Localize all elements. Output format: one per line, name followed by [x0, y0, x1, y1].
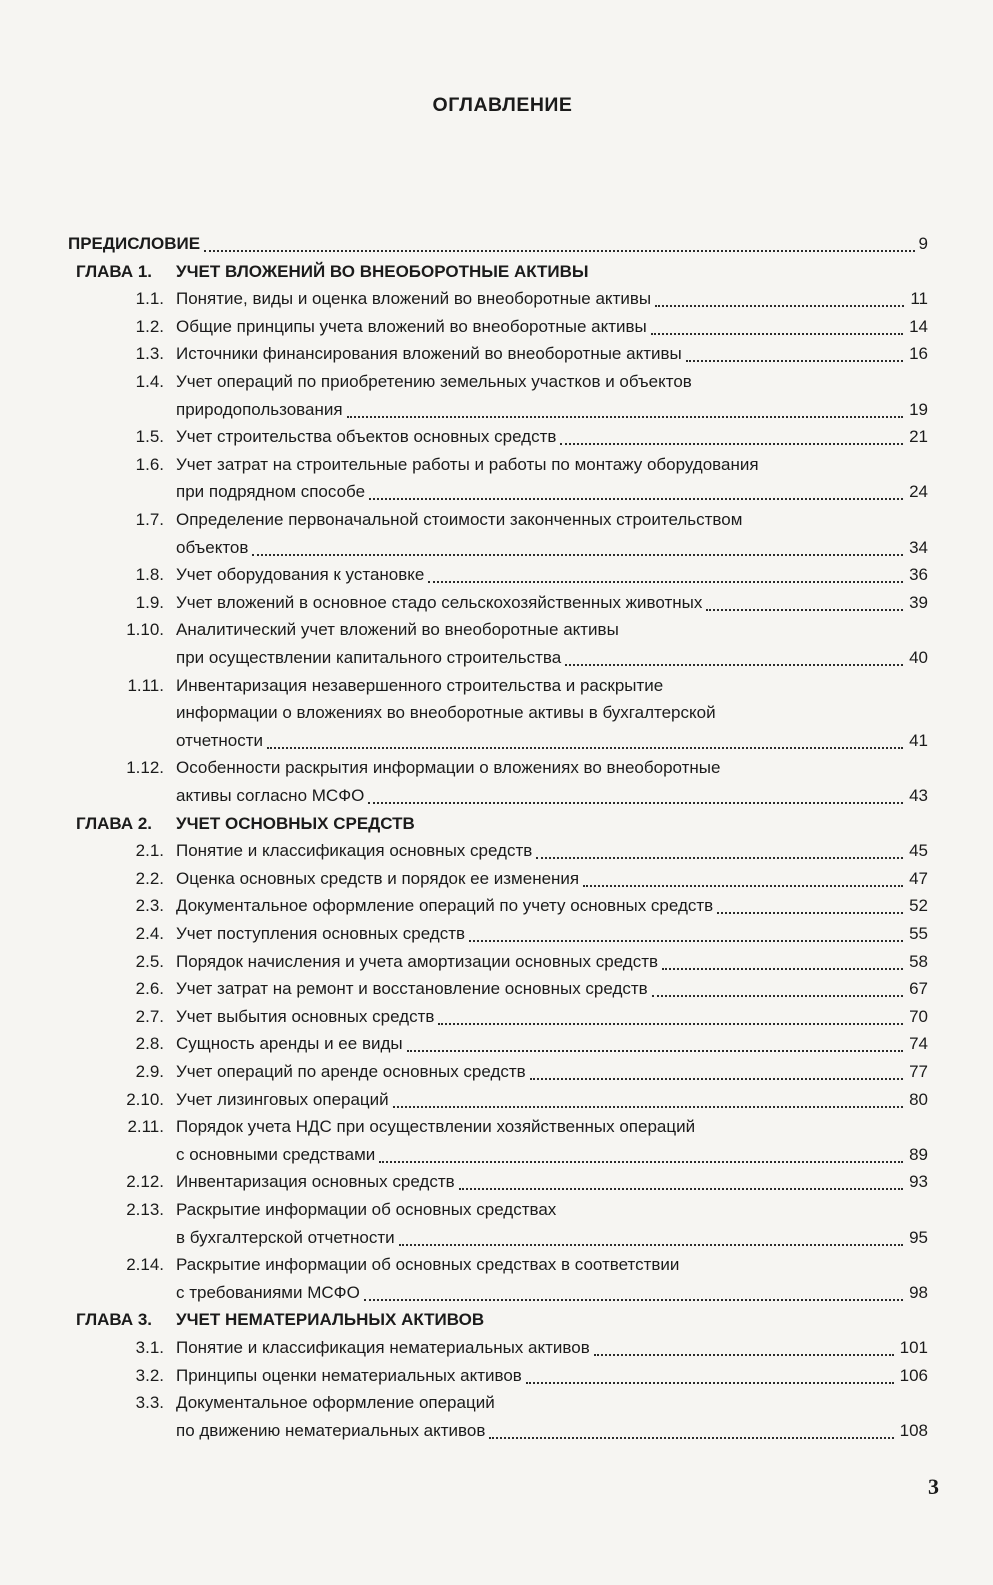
section-title-line: Определение первоначальной стоимости законченных строительством — [176, 510, 743, 529]
section-title-line: Учет вложений в основное стадо сельскохозяйственных животных — [176, 592, 703, 612]
section-title-line: Понятие и классификация основных средств — [176, 841, 533, 861]
toc-page-number: 93 — [909, 1172, 928, 1192]
toc-page-number: 19 — [909, 399, 928, 419]
toc-page-number: 34 — [909, 537, 928, 557]
dot-leader — [393, 1106, 903, 1108]
section-title-line: с требованиями МСФО — [176, 1282, 360, 1302]
toc-page-number: 21 — [909, 427, 928, 447]
toc-section-continuation — [0, 700, 993, 726]
chapter-title: УЧЕТ НЕМАТЕРИАЛЬНЫХ АКТИВОВ — [176, 1310, 485, 1330]
toc-page-number: 77 — [909, 1062, 928, 1081]
section-title-line: Учет оборудования к установке — [176, 565, 425, 585]
section-number: 2.11. — [127, 1117, 164, 1137]
section-number: 1.11. — [127, 675, 164, 695]
section-number: 1.10. — [126, 620, 164, 640]
toc-section — [0, 673, 993, 699]
toc-section — [0, 1169, 993, 1195]
section-title-line: Учет затрат на строительные работы и работы по монтажу оборудования — [176, 454, 759, 474]
section-title-line: Документальное оформление операций — [176, 1393, 495, 1413]
toc-section-continuation — [0, 535, 993, 561]
chapter-title: УЧЕТ ОСНОВНЫХ СРЕДСТВ — [176, 813, 415, 833]
section-number: 2.4. — [135, 924, 164, 943]
section-number: 2.12. — [126, 1172, 164, 1192]
toc-page-number: 24 — [909, 482, 928, 502]
section-number: 3.1. — [135, 1338, 164, 1357]
toc-section-continuation — [0, 728, 993, 754]
dot-leader — [368, 802, 903, 804]
section-title-line: Общие принципы учета вложений во внеоборотные активы — [176, 316, 647, 336]
section-title-line: по движению нематериальных активов — [176, 1420, 486, 1440]
toc-page-number: 106 — [899, 1365, 928, 1385]
toc-chapter — [0, 1307, 993, 1333]
toc-chapter — [0, 259, 993, 285]
section-number: 1.2. — [135, 316, 164, 336]
section-title-line: Инвентаризация основных средств — [176, 1172, 455, 1192]
toc-section-continuation — [0, 645, 993, 671]
toc-page-number: 70 — [909, 1006, 928, 1026]
toc-section-continuation — [0, 479, 993, 505]
toc-section — [0, 424, 993, 450]
section-number: 2.5. — [135, 951, 164, 971]
toc-page-number: 45 — [909, 841, 928, 861]
section-title-line: при осуществлении капитального строительства — [176, 648, 562, 667]
section-title-line: Раскрытие информации об основных средствах в соответствии — [176, 1255, 680, 1275]
toc-section — [0, 1252, 993, 1278]
toc-section — [0, 369, 993, 395]
toc-page-number: 39 — [909, 592, 928, 612]
toc-section — [0, 1087, 993, 1113]
toc-section — [0, 1004, 993, 1030]
toc-section — [0, 949, 993, 975]
toc-section-continuation — [0, 1225, 993, 1251]
dot-leader — [594, 1354, 894, 1356]
section-number: 2.9. — [135, 1062, 164, 1081]
section-number: 2.6. — [135, 979, 164, 999]
toc-page-number: 14 — [909, 316, 928, 336]
toc-section — [0, 755, 993, 781]
toc-section-continuation — [0, 1142, 993, 1168]
dot-leader — [652, 995, 903, 997]
section-number: 2.3. — [135, 896, 164, 916]
section-number: 1.4. — [135, 372, 164, 391]
section-title-line: при подрядном способе — [176, 482, 366, 502]
dot-leader — [489, 1437, 893, 1439]
chapter-number: ГЛАВА 2. — [76, 813, 153, 833]
toc-preface — [0, 231, 993, 257]
toc-page-number: 47 — [909, 868, 928, 888]
toc-section — [0, 1363, 993, 1389]
toc-section — [0, 1335, 993, 1361]
toc-section — [0, 1197, 993, 1223]
dot-leader — [717, 912, 903, 914]
toc-section — [0, 507, 993, 533]
section-title-line: Учет затрат на ремонт и восстановление основных средств — [176, 979, 648, 999]
section-title-line: Особенности раскрытия информации о вложениях во внеоборотные — [176, 758, 721, 778]
toc-section — [0, 452, 993, 478]
section-number: 2.10. — [126, 1089, 164, 1109]
chapter-number: ГЛАВА 3. — [76, 1310, 153, 1330]
dot-leader — [536, 857, 903, 859]
toc-page-number: 74 — [909, 1034, 928, 1054]
section-title-line: активы согласно МСФО — [176, 786, 365, 805]
section-number: 1.9. — [135, 592, 164, 612]
toc-section — [0, 893, 993, 919]
toc-section — [0, 976, 993, 1002]
toc-section — [0, 1031, 993, 1057]
section-title-line: Раскрытие информации об основных средствах — [176, 1200, 557, 1219]
section-title-line: объектов — [176, 537, 249, 557]
page-number: 3 — [928, 1474, 939, 1499]
section-number: 2.7. — [135, 1006, 164, 1026]
toc-page-number: 41 — [909, 730, 928, 750]
section-title-line: информации о вложениях во внеоборотные активы в бухгалтерской — [176, 703, 716, 723]
section-title-line: Порядок начисления и учета амортизации основных средств — [176, 951, 659, 971]
section-title-line: Аналитический учет вложений во внеоборотные активы — [176, 620, 619, 640]
section-title-line: Учет операций по приобретению земельных участков и объектов — [176, 372, 692, 391]
section-number: 1.12. — [126, 758, 164, 778]
dot-leader — [252, 554, 903, 556]
page-title: ОГЛАВЛЕНИЕ — [432, 94, 573, 116]
toc-section — [0, 838, 993, 864]
toc-page-number: 11 — [910, 289, 928, 309]
toc-page-number: 55 — [909, 924, 928, 943]
section-title-line: Инвентаризация незавершенного строительства и раскрытие — [176, 675, 664, 695]
dot-leader — [267, 747, 903, 749]
section-title-line: Понятие и классификация нематериальных активов — [176, 1338, 590, 1357]
section-title-line: Оценка основных средств и порядок ее изменения — [176, 868, 580, 888]
section-title-line: Учет строительства объектов основных средств — [176, 427, 557, 447]
section-number: 1.6. — [135, 454, 164, 474]
section-title-line: Принципы оценки нематериальных активов — [176, 1365, 522, 1385]
section-title-line: отчетности — [176, 730, 264, 750]
dot-leader — [655, 305, 904, 307]
toc-page-number: 40 — [909, 648, 928, 667]
dot-leader — [347, 416, 904, 418]
dot-leader — [379, 1161, 903, 1163]
toc-page-number: 95 — [909, 1227, 928, 1247]
dot-leader — [459, 1188, 903, 1190]
section-title-line: Учет поступления основных средств — [176, 924, 466, 943]
dot-leader — [399, 1244, 903, 1246]
section-number: 3.2. — [135, 1365, 164, 1385]
toc-section — [0, 590, 993, 616]
toc-page-number: 43 — [909, 786, 928, 805]
toc-section-continuation — [0, 1280, 993, 1306]
toc-section — [0, 617, 993, 643]
section-number: 2.1. — [135, 841, 164, 861]
section-title-line: Источники финансирования вложений во внеоборотные активы — [176, 344, 682, 364]
section-number: 1.8. — [135, 565, 164, 585]
section-number: 2.8. — [135, 1034, 164, 1054]
toc-section — [0, 921, 993, 947]
toc-chapter — [0, 811, 993, 837]
section-title-line: Документальное оформление операций по учету основных средств — [176, 896, 714, 916]
dot-leader — [407, 1050, 903, 1052]
section-title-line: Учет операций по аренде основных средств — [176, 1062, 526, 1081]
dot-leader — [438, 1023, 903, 1025]
section-number: 1.5. — [135, 427, 164, 447]
dot-leader — [706, 609, 903, 611]
toc-page-number: 101 — [899, 1338, 928, 1357]
toc-page-number: 58 — [909, 951, 928, 971]
toc-page-number: 80 — [909, 1089, 928, 1109]
toc-page-number: 16 — [909, 344, 928, 364]
toc-page-number: 9 — [918, 234, 928, 253]
dot-leader — [369, 498, 903, 500]
section-number: 2.14. — [126, 1255, 164, 1275]
dot-leader — [565, 664, 903, 666]
section-number: 1.1. — [135, 289, 164, 309]
dot-leader — [651, 333, 903, 335]
toc-section — [0, 1059, 993, 1085]
toc-page-number: 108 — [899, 1420, 928, 1440]
dot-leader — [662, 968, 903, 970]
toc-section-continuation — [0, 1418, 993, 1444]
section-title-line: природопользования — [176, 399, 343, 419]
toc-section — [0, 341, 993, 367]
dot-leader — [560, 443, 903, 445]
dot-leader — [364, 1299, 903, 1301]
section-title-line: с основными средствами — [176, 1144, 376, 1164]
toc-section — [0, 1390, 993, 1416]
toc-section — [0, 314, 993, 340]
section-number: 1.7. — [135, 510, 164, 529]
dot-leader — [428, 581, 903, 583]
toc-page-number: 52 — [909, 896, 928, 916]
toc-page-number: 98 — [909, 1282, 928, 1302]
toc-section — [0, 1114, 993, 1140]
section-title-line: Сущность аренды и ее виды — [176, 1034, 403, 1054]
toc-section — [0, 286, 993, 312]
dot-leader — [530, 1078, 903, 1080]
dot-leader — [583, 885, 903, 887]
toc-section-continuation — [0, 397, 993, 423]
toc-page-number: 89 — [909, 1144, 928, 1164]
section-number: 2.13. — [126, 1200, 164, 1219]
chapter-number: ГЛАВА 1. — [76, 261, 153, 281]
section-title-line: Порядок учета НДС при осуществлении хозяйственных операций — [176, 1117, 696, 1137]
toc-section — [0, 866, 993, 892]
dot-leader — [204, 250, 914, 252]
section-title-line: в бухгалтерской отчетности — [176, 1227, 395, 1247]
section-title-line: Учет выбытия основных средств — [176, 1006, 435, 1026]
chapter-title: УЧЕТ ВЛОЖЕНИЙ ВО ВНЕОБОРОТНЫЕ АКТИВЫ — [176, 261, 589, 281]
preface-label: ПРЕДИСЛОВИЕ — [68, 234, 201, 253]
dot-leader — [526, 1382, 894, 1384]
dot-leader — [469, 940, 903, 942]
toc-page-number: 67 — [909, 979, 928, 999]
section-title-line: Понятие, виды и оценка вложений во внеоборотные активы — [176, 289, 652, 309]
section-number: 3.3. — [135, 1393, 164, 1413]
section-title-line: Учет лизинговых операций — [176, 1089, 389, 1109]
dot-leader — [686, 360, 903, 362]
section-number: 2.2. — [135, 868, 164, 888]
toc-section — [0, 562, 993, 588]
toc-section-continuation — [0, 783, 993, 809]
section-number: 1.3. — [135, 344, 164, 364]
toc-page-number: 36 — [909, 565, 928, 585]
